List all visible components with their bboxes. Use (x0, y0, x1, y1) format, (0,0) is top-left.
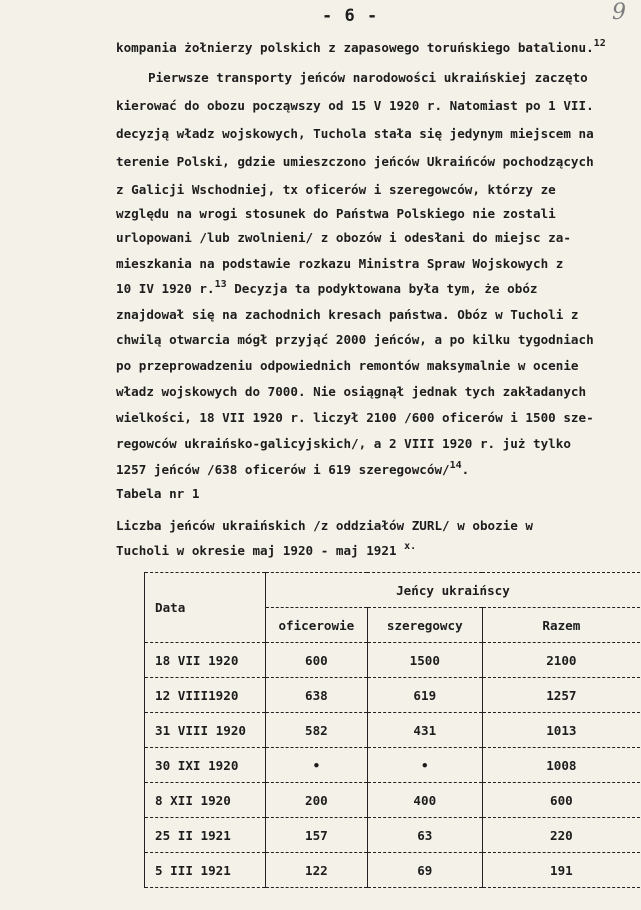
cell-officers: 122 (265, 853, 367, 888)
cell-total: 191 (482, 853, 640, 888)
cell-total: 2100 (482, 643, 640, 678)
text-line: kierować do obozu począwszy od 15 V 1920 r. Natomiast po 1 VII. (116, 98, 594, 113)
table-row (145, 818, 641, 853)
text-line: decyzją władz wojskowych, Tuchola stała się jedynym miejscem na (116, 126, 594, 141)
cell-date: 18 VII 1920 (145, 643, 266, 678)
cell-total: 1013 (482, 713, 640, 748)
table-caption: Liczba jeńców ukraińskich /z oddziałów ZURL/ w obozie w (116, 518, 534, 533)
header-date: Data (145, 573, 266, 643)
text-line: z Galicji Wschodniej, tx oficerów i szeregowców, którzy ze (116, 182, 556, 197)
table-caption (116, 543, 416, 559)
cell-officers: 582 (265, 713, 367, 748)
text-line: względu na wrogi stosunek do Państwa Polskiego nie zostali (116, 206, 556, 221)
header-soldiers: szeregowcy (367, 608, 482, 643)
caption-mark: x. (404, 541, 417, 552)
table-row (145, 713, 641, 748)
cell-date: 5 III 1921 (145, 853, 266, 888)
cell-total: 600 (482, 783, 640, 818)
text-line: po przeprowadzeniu odpowiednich remontów maksymalnie w ocenie (116, 358, 579, 373)
cell-officers: 200 (265, 783, 367, 818)
table-row (145, 643, 641, 678)
cell-officers: • (265, 748, 367, 783)
table-row (145, 783, 641, 818)
text-line: władz wojskowych do 7000. Nie osiągnął jednak tych zakładanych (116, 384, 587, 399)
handwritten-page-number: 9 (612, 0, 626, 25)
text-line: znajdował się na zachodnich kresach państwa. Obóz w Tucholi z (116, 307, 579, 322)
footnote-ref: 12 (593, 38, 606, 49)
cell-soldiers: • (367, 748, 482, 783)
cell-officers: 600 (265, 643, 367, 678)
cell-soldiers: 1500 (367, 643, 482, 678)
text-line: regowców ukraińsko-galicyjskich/, a 2 VIII 1920 r. już tylko (116, 436, 571, 451)
table-row (145, 748, 641, 783)
text-line: Pierwsze transporty jeńców narodowości ukraińskiej zaczęto (148, 70, 588, 85)
text-line (116, 40, 606, 56)
cell-total: 1008 (482, 748, 640, 783)
page-number: - 6 - (322, 6, 379, 26)
text-line: 1257 jeńców /638 oficerów i 619 szeregowców/$^{14}$. (116, 460, 470, 477)
line-text: Decyzja ta podyktowana była tym, że obóz (226, 281, 538, 296)
cell-date: 25 II 1921 (145, 818, 266, 853)
footnote-ref: 13 (214, 279, 227, 290)
footnote-ref: 14 (449, 460, 462, 471)
header-officers: oficerowie (265, 608, 367, 643)
cell-soldiers: 431 (367, 713, 482, 748)
text-line: chwilą otwarcia mógł przyjąć 2000 jeńców, a po kilku tygodniach (116, 332, 594, 347)
line-text: Tucholi w okresie maj 1920 - maj 1921 (116, 543, 397, 558)
table-label: Tabela nr 1 (116, 486, 200, 501)
line-text: kompania żołnierzy polskich z zapasowego toruńskiego batalionu. (116, 40, 594, 55)
cell-officers: 638 (265, 678, 367, 713)
text-line: wielkości, 18 VII 1920 r. liczył 2100 /600 oficerów i 1500 sze- (116, 410, 594, 425)
cell-date: 30 IXI 1920 (145, 748, 266, 783)
table-row (145, 678, 641, 713)
cell-soldiers: 619 (367, 678, 482, 713)
text-line (116, 281, 538, 297)
cell-total: 220 (482, 818, 640, 853)
cell-officers: 157 (265, 818, 367, 853)
text-line: mieszkania na podstawie rozkazu Ministra Spraw Wojskowych z (116, 256, 564, 271)
line-text: 10 IV 1920 r. (116, 281, 215, 296)
cell-soldiers: 400 (367, 783, 482, 818)
cell-date: 12 VIII1920 (145, 678, 266, 713)
prisoners-table (144, 572, 640, 888)
header-group: Jeńcy ukraińscy (265, 573, 640, 608)
table-row (145, 853, 641, 888)
cell-total: 1257 (482, 678, 640, 713)
cell-soldiers: 69 (367, 853, 482, 888)
text-line: urlopowani /lub zwolnieni/ z obozów i odesłani do miejsc za- (116, 230, 571, 245)
cell-date: 31 VIII 1920 (145, 713, 266, 748)
cell-date: 8 XII 1920 (145, 783, 266, 818)
cell-soldiers: 63 (367, 818, 482, 853)
line-text: 1257 jeńców /638 oficerów i 619 szeregowców/ (116, 462, 450, 477)
header-total: Razem (482, 608, 640, 643)
text-line: terenie Polski, gdzie umieszczono jeńców Ukraińców pochodzących (116, 154, 594, 169)
